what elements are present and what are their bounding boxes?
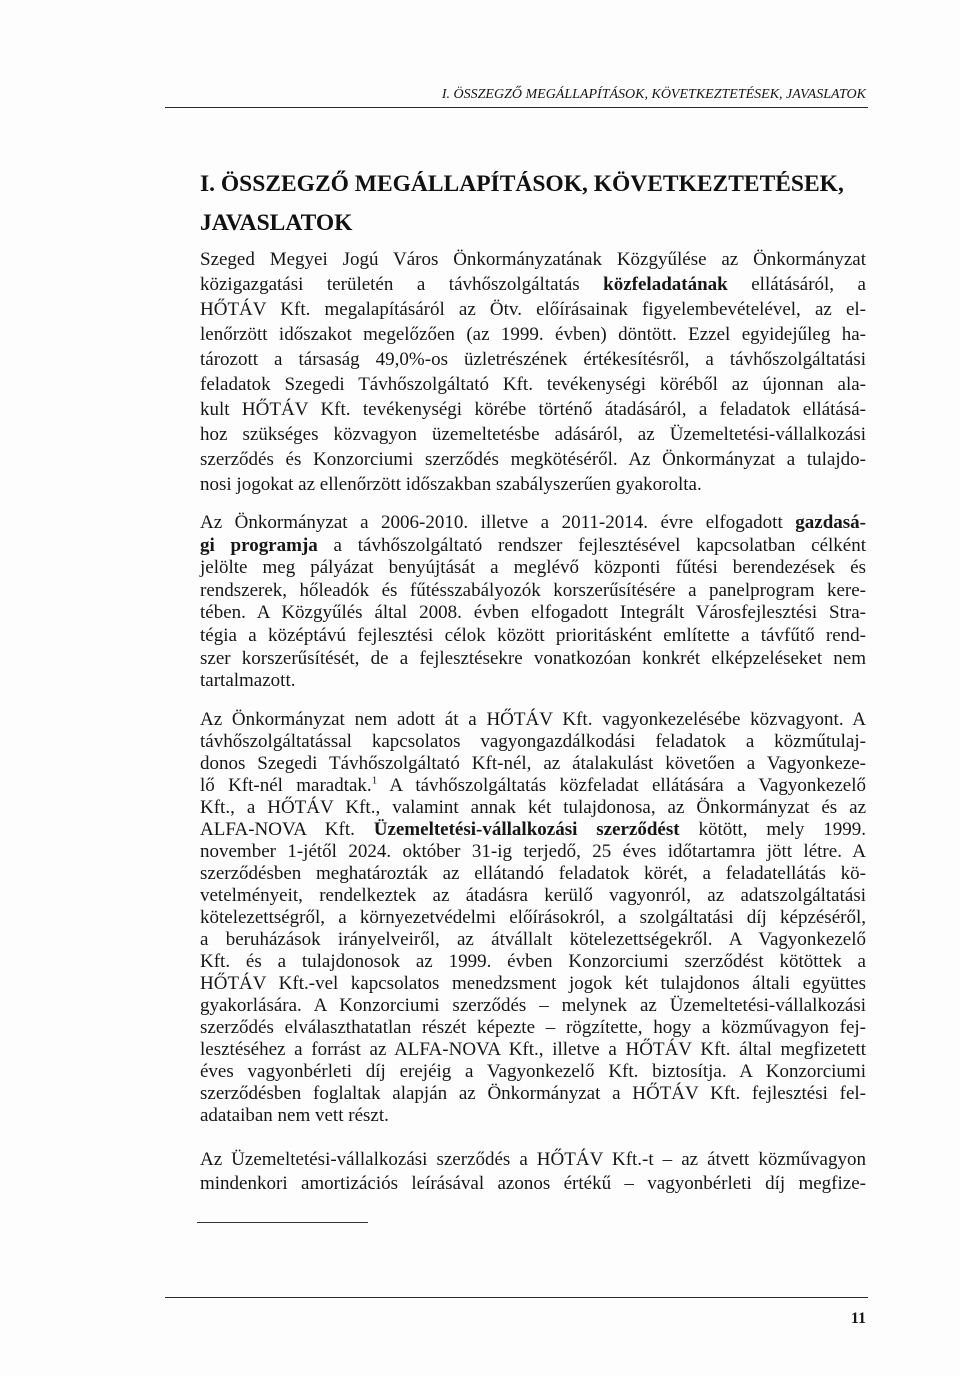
text-run: távhőszolgáltatással kapcsolatos vagyongazdálkodási feladatok a közműtulaj- [200, 731, 866, 752]
text-run: november 1-jétől 2024. október 31-ig terjedő, 25 éves időtartamra jött létre. A [200, 841, 866, 862]
text-run: szerződésben meghatározták az ellátandó feladatok körét, a feladatellátás kö- [200, 863, 866, 884]
paragraph [200, 512, 866, 693]
text-run: Az Önkormányzat nem adott át a HŐTÁV Kft. vagyonkezelésébe közvagyont. A [200, 709, 866, 730]
text-run: szer korszerűsítését, de a fejlesztésekre vonatkozóan konkrét elképzeléseket nem [200, 647, 866, 669]
text-line [200, 1061, 866, 1083]
text-run: hoz szükséges közvagyon üzemeltetésbe adásáról, az Üzemeltetési-vállalkozási [200, 424, 866, 445]
text-run: Az Önkormányzat a 2006-2010. illetve a 2011-2014. évre elfogadott [200, 512, 796, 533]
text-line [200, 907, 866, 929]
text-run: a távhőszolgáltató rendszer fejlesztésével kapcsolatban célként [317, 534, 866, 556]
text-run: lenőrzött időszakot megelőzően (az 1999. évben) döntött. Ezzel egyidejűleg ha- [200, 324, 866, 345]
text-run: feladatok Szegedi Távhőszolgáltató Kft. tevékenységi köréből az újonnan ala- [200, 374, 866, 395]
text-line [200, 885, 866, 907]
text-line [200, 580, 866, 603]
text-run: A távhőszolgáltatás közfeladat ellátására a Vagyonkezelő [377, 775, 866, 796]
text-run: Kft., a HŐTÁV Kft., valamint annak két tulajdonosa, az Önkormányzat és az [200, 797, 866, 818]
text-line [200, 731, 866, 753]
paragraph [200, 1148, 866, 1196]
text-line [200, 247, 866, 272]
text-run: szerződésben foglaltak alapján az Önkormányzat a HŐTÁV Kft. fejlesztési fel- [200, 1083, 866, 1104]
text-line [200, 297, 866, 322]
text-line [200, 447, 866, 472]
bold-text: Üzemeltetési-vállalkozási szerződést [373, 819, 680, 840]
text-line [200, 1083, 866, 1105]
text-line [200, 709, 866, 731]
text-line [200, 625, 866, 648]
text-run: szerződés és Konzorciumi szerződés megkötéséről. Az Önkormányzat a tulajdo- [200, 449, 866, 470]
text-run: gyakorlására. A Konzorciumi szerződés – melynek az Üzemeltetési-vállalkozási [200, 995, 866, 1016]
text-line [200, 1039, 866, 1061]
text-line [200, 557, 866, 580]
text-run: adataiban nem vett részt. [200, 1105, 389, 1126]
text-line [200, 841, 866, 863]
text-line [200, 472, 866, 497]
text-line [200, 1105, 866, 1127]
text-line [200, 929, 866, 951]
text-run: HŐTÁV Kft.-vel kapcsolatos menedzsment jogok két tulajdonos általi együttes [200, 973, 866, 994]
text-run: kötött, mely 1999. [679, 819, 866, 840]
text-line [200, 819, 866, 841]
text-run: lesztéséhez a forrást az ALFA-NOVA Kft., illetve a HŐTÁV Kft. által megfizetett [200, 1039, 866, 1060]
text-line [200, 1148, 866, 1172]
running-header: I. ÖSSZEGZŐ MEGÁLLAPÍTÁSOK, KÖVETKEZTETÉSEK, JAVASLATOK [441, 87, 866, 102]
text-line [200, 995, 866, 1017]
bold-text: gazdasá- [795, 512, 866, 533]
text-run: szerződés elválaszthatatlan részét képezte – rögzítette, hogy a közművagyon fej- [200, 1017, 866, 1038]
text-run: Az Üzemeltetési-vállalkozási szerződés a HŐTÁV Kft.-t – az átvett közművagyon [200, 1149, 866, 1170]
text-run: tározott a társaság 49,0%-os üzletrészének értékesítésről, a távhőszolgáltatási [200, 349, 866, 370]
text-run: mindenkori amortizációs leírásával azonos értékű – vagyonbérleti díj megfize- [200, 1173, 866, 1194]
text-run: vetelményeit, rendelkeztek az átadásra kerülő vagyonról, az adatszolgáltatási [200, 885, 866, 906]
bold-text: közfeladatának [603, 274, 728, 295]
text-line [200, 775, 866, 797]
text-line [200, 648, 866, 671]
text-line [200, 347, 866, 372]
text-line [200, 535, 866, 558]
text-run: tégia a középtávú fejlesztési célok között prioritásként említette a távfűtő rend- [200, 624, 866, 646]
text-run: ellátásáról, a [727, 274, 866, 295]
text-run: Szeged Megyei Jogú Város Önkormányzatának Közgyűlése az Önkormányzat [200, 249, 866, 270]
text-line [200, 602, 866, 625]
bold-text: gi programja [200, 534, 318, 556]
page-number: 11 [850, 1310, 866, 1327]
text-run: ALFA-NOVA Kft. [200, 819, 374, 840]
footnote-ref: 1 [371, 774, 378, 787]
text-line [200, 512, 866, 535]
text-line [200, 951, 866, 973]
text-run: éves vagyonbérleti díj erejéig a Vagyonkezelő Kft. biztosítja. A Konzorciumi [200, 1061, 866, 1082]
text-line [200, 670, 866, 693]
footer-rule [165, 1297, 868, 1298]
text-line [200, 863, 866, 885]
text-line [200, 422, 866, 447]
paragraph [200, 247, 866, 497]
section-title-line: I. ÖSSZEGZŐ MEGÁLLAPÍTÁSOK, KÖVETKEZTETÉSEK, [200, 171, 844, 197]
text-run: Kft. és a tulajdonosok az 1999. évben Konzorciumi szerződést kötöttek a [200, 951, 866, 972]
text-line [200, 1172, 866, 1196]
text-run: rendszerek, hőleadók és fűtésszabályozók korszerűsítésére a panelprogram kere- [200, 579, 866, 601]
text-line [200, 397, 866, 422]
text-run: donos Szegedi Távhőszolgáltató Kft-nél, az átalakulást követően a Vagyonkeze- [200, 753, 866, 774]
section-title-line: JAVASLATOK [200, 210, 353, 236]
text-run: tében. A Közgyűlés által 2008. évben elfogadott Integrált Városfejlesztési Stra- [200, 602, 866, 624]
text-run: kötelezettségről, a környezetvédelmi előírásokról, a szolgáltatási díj képzéséről, [200, 907, 866, 928]
text-line [200, 973, 866, 995]
text-run: lő Kft-nél maradtak. [200, 775, 372, 796]
text-run: HŐTÁV Kft. megalapításáról az Ötv. előírásainak figyelembevételével, az el- [200, 299, 866, 320]
text-line [200, 753, 866, 775]
text-line [200, 372, 866, 397]
footnote-separator [197, 1222, 368, 1223]
text-line [200, 797, 866, 819]
text-line [200, 272, 866, 297]
text-run: a beruházások irányelveiről, az átvállalt kötelezettségekről. A Vagyonkezelő [200, 929, 866, 950]
text-line [200, 1017, 866, 1039]
text-run: közigazgatási területén a távhőszolgáltatás [200, 274, 604, 295]
text-run: tartalmazott. [200, 670, 296, 692]
paragraph [200, 709, 866, 1127]
text-run: kult HŐTÁV Kft. tevékenységi körébe történő átadásáról, a feladatok ellátásá- [200, 399, 866, 420]
text-line [200, 322, 866, 347]
text-run: jelölte meg pályázat benyújtását a meglévő központi fűtési berendezések és [200, 557, 866, 579]
text-run: nosi jogokat az ellenőrzött időszakban szabályszerűen gyakorolta. [200, 474, 702, 495]
